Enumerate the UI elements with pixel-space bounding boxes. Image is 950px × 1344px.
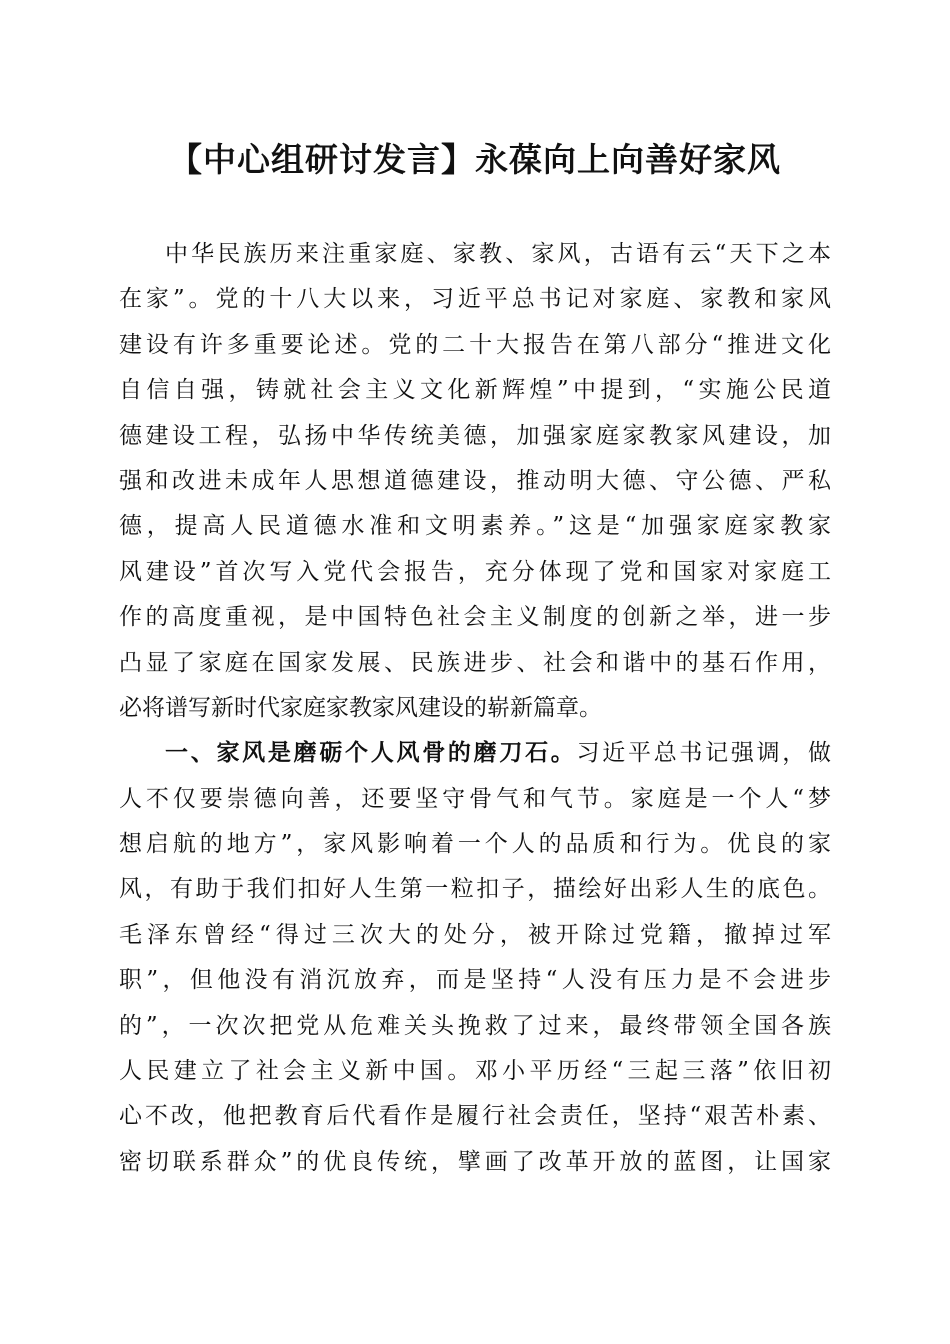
paragraph-line: 人不仅要崇德向善，还要坚守骨气和气节。家庭是一个人“梦 [119,785,831,812]
paragraph-line: 建设有许多重要论述。党的二十大报告在第八部分“推进文化 [119,331,831,358]
paragraph-line: 想启航的地方”，家风影响着一个人的品质和行为。优良的家 [119,831,831,858]
paragraph-line: 的”，一次次把党从危难关头挽救了过来，最终带领全国各族 [119,1012,831,1039]
paragraph-line: 风，有助于我们扣好人生第一粒扣子，描绘好出彩人生的底色。 [119,876,831,903]
paragraph-line: 风建设”首次写入党代会报告，充分体现了党和国家对家庭工 [119,558,831,585]
paragraph-line [119,731,831,776]
paragraph-line: 德建设工程，弘扬中华传统美德，加强家庭家教家风建设，加 [119,422,831,449]
paragraph-line: 必将谱写新时代家庭家教家风建设的崭新篇章。 [119,694,602,721]
paragraph-line: 凸显了家庭在国家发展、民族进步、社会和谐中的基石作用， [119,649,831,676]
paragraph-line: 在家”。党的十八大以来，习近平总书记对家庭、家教和家风 [119,286,831,313]
paragraph-line: 毛泽东曾经“得过三次大的处分，被开除过党籍，撤掉过军 [119,921,831,948]
paragraph-line: 人民建立了社会主义新中国。邓小平历经“三起三落”依旧初 [119,1058,831,1085]
paragraph-line: 作的高度重视，是中国特色社会主义制度的创新之举，进一步 [119,604,831,631]
document-title: 【中心组研讨发言】永葆向上向善好家风 [169,140,781,179]
document-body [119,232,831,1185]
paragraph-line: 心不改，他把教育后代看作是履行社会责任，坚持“艰苦朴素、 [119,1103,831,1130]
paragraph-line: 自信自强，铸就社会主义文化新辉煌”中提到，“实施公民道 [119,377,831,404]
section-heading: 一、家风是磨砺个人风骨的磨刀石。 [165,740,577,767]
paragraph-line: 强和改进未成年人思想道德建设，推动明大德、守公德、严私 [119,467,831,494]
paragraph-line: 中华民族历来注重家庭、家教、家风，古语有云“天下之本 [165,241,831,267]
paragraph-line: 德，提高人民道德水准和文明素养。”这是“加强家庭家教家 [119,513,831,540]
paragraph-line: 密切联系群众”的优良传统，擘画了改革开放的蓝图，让国家 [119,1148,831,1175]
paragraph-text: 习近平总书记强调，做 [576,740,831,767]
paragraph-line: 职”，但他没有消沉放弃，而是坚持“人没有压力是不会进步 [119,967,831,994]
